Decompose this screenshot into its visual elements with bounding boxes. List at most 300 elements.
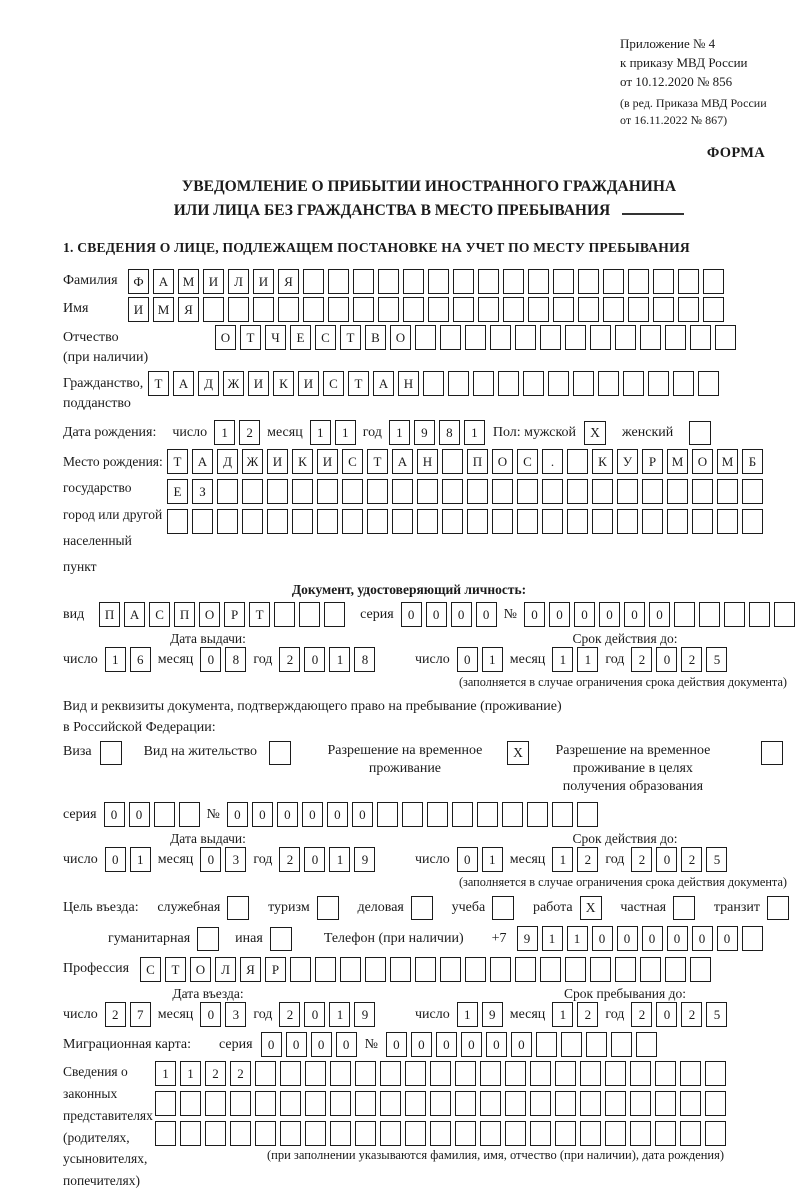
char-cell[interactable]: . [542,449,563,474]
char-cell[interactable]: 0 [549,602,570,627]
char-cell[interactable] [355,1121,376,1146]
char-cell[interactable]: 0 [599,602,620,627]
char-cell[interactable] [742,509,763,534]
char-cell[interactable]: 0 [286,1032,307,1057]
char-cell[interactable]: Н [417,449,438,474]
char-cell[interactable] [703,269,724,294]
char-cell[interactable] [528,297,549,322]
char-cell[interactable]: С [517,449,538,474]
char-cell[interactable] [428,297,449,322]
char-cell[interactable] [527,802,548,827]
char-cell[interactable] [517,509,538,534]
char-cell[interactable]: К [273,371,294,396]
char-cell[interactable] [665,957,686,982]
char-cell[interactable] [478,297,499,322]
char-cell[interactable] [324,602,345,627]
char-cell[interactable]: 9 [354,1002,375,1027]
char-cell[interactable]: 1 [552,647,573,672]
char-cell[interactable] [540,957,561,982]
char-cell[interactable]: П [99,602,120,627]
char-cell[interactable] [367,479,388,504]
purpose-tourism-checkbox[interactable] [317,896,339,920]
char-cell[interactable]: А [173,371,194,396]
char-cell[interactable]: М [178,269,199,294]
char-cell[interactable] [315,957,336,982]
char-cell[interactable] [611,1032,632,1057]
char-cell[interactable] [640,325,661,350]
char-cell[interactable] [274,602,295,627]
char-cell[interactable] [242,509,263,534]
char-cell[interactable] [392,479,413,504]
char-cell[interactable] [642,479,663,504]
char-cell[interactable] [455,1091,476,1116]
char-cell[interactable] [503,269,524,294]
char-cell[interactable] [530,1091,551,1116]
char-cell[interactable] [578,297,599,322]
char-cell[interactable] [605,1091,626,1116]
char-cell[interactable] [603,269,624,294]
char-cell[interactable]: Т [240,325,261,350]
char-cell[interactable] [280,1061,301,1086]
char-cell[interactable]: 0 [574,602,595,627]
char-cell[interactable]: 2 [631,847,652,872]
char-cell[interactable] [555,1121,576,1146]
char-cell[interactable] [242,479,263,504]
char-cell[interactable]: Р [642,449,663,474]
char-cell[interactable]: 0 [327,802,348,827]
char-cell[interactable] [292,509,313,534]
char-cell[interactable]: Ж [242,449,263,474]
char-cell[interactable]: О [692,449,713,474]
char-cell[interactable] [580,1121,601,1146]
char-cell[interactable]: 1 [214,420,235,445]
char-cell[interactable] [698,371,719,396]
char-cell[interactable]: Л [215,957,236,982]
char-cell[interactable]: 2 [105,1002,126,1027]
char-cell[interactable]: 0 [667,926,688,951]
char-cell[interactable]: 1 [335,420,356,445]
char-cell[interactable]: 5 [706,1002,727,1027]
char-cell[interactable] [642,509,663,534]
char-cell[interactable]: 5 [706,647,727,672]
char-cell[interactable]: 3 [225,847,246,872]
char-cell[interactable]: 2 [681,847,702,872]
char-cell[interactable] [417,509,438,534]
char-cell[interactable] [342,509,363,534]
char-cell[interactable]: 1 [155,1061,176,1086]
char-cell[interactable] [405,1121,426,1146]
char-cell[interactable]: 0 [352,802,373,827]
char-cell[interactable] [417,479,438,504]
char-cell[interactable]: 2 [631,1002,652,1027]
char-cell[interactable] [640,957,661,982]
char-cell[interactable] [340,957,361,982]
char-cell[interactable]: 0 [277,802,298,827]
char-cell[interactable]: 0 [461,1032,482,1057]
char-cell[interactable] [380,1091,401,1116]
char-cell[interactable] [305,1091,326,1116]
char-cell[interactable]: 0 [656,1002,677,1027]
char-cell[interactable] [255,1121,276,1146]
char-cell[interactable] [565,957,586,982]
char-cell[interactable] [440,325,461,350]
char-cell[interactable] [724,602,745,627]
char-cell[interactable] [452,802,473,827]
char-cell[interactable]: 2 [577,847,598,872]
char-cell[interactable]: Т [340,325,361,350]
char-cell[interactable] [328,297,349,322]
char-cell[interactable] [317,509,338,534]
char-cell[interactable] [667,479,688,504]
char-cell[interactable] [567,509,588,534]
char-cell[interactable] [699,602,720,627]
char-cell[interactable]: И [203,269,224,294]
char-cell[interactable]: 6 [130,647,151,672]
char-cell[interactable] [378,269,399,294]
char-cell[interactable]: 1 [180,1061,201,1086]
char-cell[interactable]: 1 [130,847,151,872]
char-cell[interactable] [567,449,588,474]
char-cell[interactable]: Ч [265,325,286,350]
char-cell[interactable]: 1 [329,847,350,872]
char-cell[interactable] [742,926,763,951]
char-cell[interactable]: 1 [389,420,410,445]
char-cell[interactable] [305,1061,326,1086]
char-cell[interactable] [155,1121,176,1146]
char-cell[interactable] [542,479,563,504]
char-cell[interactable] [267,479,288,504]
char-cell[interactable] [467,479,488,504]
char-cell[interactable] [503,297,524,322]
char-cell[interactable]: 2 [279,847,300,872]
char-cell[interactable]: Р [224,602,245,627]
char-cell[interactable]: 8 [354,647,375,672]
char-cell[interactable] [540,325,561,350]
char-cell[interactable] [628,297,649,322]
char-cell[interactable] [592,509,613,534]
char-cell[interactable]: 1 [310,420,331,445]
char-cell[interactable] [292,479,313,504]
char-cell[interactable] [154,802,175,827]
char-cell[interactable] [353,297,374,322]
char-cell[interactable]: П [467,449,488,474]
char-cell[interactable] [442,449,463,474]
char-cell[interactable]: 1 [329,1002,350,1027]
char-cell[interactable] [717,509,738,534]
char-cell[interactable] [517,479,538,504]
purpose-transit-checkbox[interactable] [767,896,789,920]
char-cell[interactable]: С [315,325,336,350]
char-cell[interactable] [402,802,423,827]
char-cell[interactable] [705,1061,726,1086]
char-cell[interactable] [577,802,598,827]
char-cell[interactable]: К [592,449,613,474]
char-cell[interactable]: 0 [617,926,638,951]
char-cell[interactable]: Т [348,371,369,396]
char-cell[interactable] [478,269,499,294]
char-cell[interactable] [465,325,486,350]
char-cell[interactable] [330,1061,351,1086]
char-cell[interactable]: У [617,449,638,474]
char-cell[interactable] [480,1091,501,1116]
char-cell[interactable] [578,269,599,294]
char-cell[interactable]: 0 [642,926,663,951]
char-cell[interactable]: 9 [517,926,538,951]
char-cell[interactable] [505,1121,526,1146]
char-cell[interactable]: А [153,269,174,294]
char-cell[interactable] [480,1121,501,1146]
char-cell[interactable] [228,297,249,322]
purpose-humanitarian-checkbox[interactable] [197,927,219,951]
sex-female-checkbox[interactable] [689,421,711,445]
char-cell[interactable] [528,269,549,294]
char-cell[interactable] [674,602,695,627]
char-cell[interactable]: 0 [304,847,325,872]
char-cell[interactable]: А [392,449,413,474]
char-cell[interactable] [548,371,569,396]
char-cell[interactable] [703,297,724,322]
char-cell[interactable] [255,1061,276,1086]
char-cell[interactable]: О [215,325,236,350]
char-cell[interactable] [155,1091,176,1116]
char-cell[interactable] [430,1091,451,1116]
char-cell[interactable] [280,1091,301,1116]
char-cell[interactable] [523,371,544,396]
char-cell[interactable]: 2 [631,647,652,672]
char-cell[interactable]: 0 [692,926,713,951]
char-cell[interactable]: 0 [451,602,472,627]
char-cell[interactable] [230,1121,251,1146]
char-cell[interactable] [590,325,611,350]
char-cell[interactable] [617,509,638,534]
char-cell[interactable] [565,325,586,350]
char-cell[interactable] [367,509,388,534]
char-cell[interactable] [180,1121,201,1146]
char-cell[interactable]: 0 [401,602,422,627]
char-cell[interactable] [303,269,324,294]
char-cell[interactable] [255,1091,276,1116]
sex-male-checkbox[interactable]: X [584,421,606,445]
char-cell[interactable]: 2 [239,420,260,445]
char-cell[interactable]: 2 [230,1061,251,1086]
char-cell[interactable] [330,1091,351,1116]
char-cell[interactable]: Т [167,449,188,474]
char-cell[interactable] [648,371,669,396]
char-cell[interactable]: Д [217,449,238,474]
char-cell[interactable]: 8 [225,647,246,672]
char-cell[interactable] [467,509,488,534]
char-cell[interactable]: 0 [261,1032,282,1057]
char-cell[interactable]: 0 [476,602,497,627]
char-cell[interactable] [590,957,611,982]
char-cell[interactable]: В [365,325,386,350]
char-cell[interactable]: Е [167,479,188,504]
char-cell[interactable] [430,1061,451,1086]
char-cell[interactable] [580,1091,601,1116]
char-cell[interactable] [623,371,644,396]
char-cell[interactable] [705,1091,726,1116]
char-cell[interactable] [542,509,563,534]
char-cell[interactable]: И [267,449,288,474]
char-cell[interactable] [665,325,686,350]
char-cell[interactable]: О [199,602,220,627]
char-cell[interactable] [317,479,338,504]
char-cell[interactable]: 1 [464,420,485,445]
char-cell[interactable] [605,1121,626,1146]
char-cell[interactable]: 0 [302,802,323,827]
char-cell[interactable] [690,325,711,350]
char-cell[interactable] [217,509,238,534]
char-cell[interactable]: 0 [129,802,150,827]
temp-residence-education-checkbox[interactable] [761,741,783,765]
char-cell[interactable] [380,1061,401,1086]
char-cell[interactable]: О [190,957,211,982]
char-cell[interactable]: 8 [439,420,460,445]
char-cell[interactable]: 2 [681,647,702,672]
char-cell[interactable] [267,509,288,534]
char-cell[interactable] [678,297,699,322]
char-cell[interactable] [480,1061,501,1086]
char-cell[interactable]: 2 [279,1002,300,1027]
char-cell[interactable]: 1 [105,647,126,672]
char-cell[interactable] [615,957,636,982]
char-cell[interactable]: Н [398,371,419,396]
char-cell[interactable] [328,269,349,294]
char-cell[interactable] [305,1121,326,1146]
char-cell[interactable] [405,1091,426,1116]
char-cell[interactable] [705,1121,726,1146]
char-cell[interactable] [299,602,320,627]
char-cell[interactable]: 0 [200,847,221,872]
char-cell[interactable]: 0 [656,647,677,672]
char-cell[interactable] [555,1061,576,1086]
char-cell[interactable] [692,479,713,504]
char-cell[interactable] [342,479,363,504]
char-cell[interactable] [749,602,770,627]
char-cell[interactable]: Я [278,269,299,294]
char-cell[interactable]: 1 [542,926,563,951]
char-cell[interactable]: 0 [336,1032,357,1057]
char-cell[interactable] [742,479,763,504]
char-cell[interactable] [603,297,624,322]
char-cell[interactable] [278,297,299,322]
char-cell[interactable]: А [124,602,145,627]
char-cell[interactable]: 0 [311,1032,332,1057]
char-cell[interactable]: М [153,297,174,322]
char-cell[interactable]: 1 [552,847,573,872]
char-cell[interactable]: 1 [482,847,503,872]
visa-checkbox[interactable] [100,741,122,765]
char-cell[interactable]: 0 [624,602,645,627]
char-cell[interactable]: 0 [524,602,545,627]
char-cell[interactable] [617,479,638,504]
char-cell[interactable]: Ф [128,269,149,294]
char-cell[interactable]: 0 [304,1002,325,1027]
char-cell[interactable]: 0 [252,802,273,827]
char-cell[interactable] [636,1032,657,1057]
char-cell[interactable] [448,371,469,396]
char-cell[interactable] [180,1091,201,1116]
char-cell[interactable]: Б [742,449,763,474]
char-cell[interactable] [380,1121,401,1146]
char-cell[interactable]: Я [178,297,199,322]
char-cell[interactable]: С [140,957,161,982]
char-cell[interactable] [192,509,213,534]
char-cell[interactable] [442,479,463,504]
char-cell[interactable] [203,297,224,322]
char-cell[interactable] [592,479,613,504]
char-cell[interactable]: Т [367,449,388,474]
char-cell[interactable] [653,297,674,322]
char-cell[interactable]: Л [228,269,249,294]
char-cell[interactable] [230,1091,251,1116]
char-cell[interactable] [355,1091,376,1116]
char-cell[interactable] [605,1061,626,1086]
char-cell[interactable] [553,269,574,294]
char-cell[interactable] [553,297,574,322]
purpose-other-checkbox[interactable] [270,927,292,951]
char-cell[interactable] [473,371,494,396]
char-cell[interactable] [586,1032,607,1057]
char-cell[interactable]: 0 [227,802,248,827]
purpose-work-checkbox[interactable]: X [580,896,602,920]
char-cell[interactable]: 1 [577,647,598,672]
char-cell[interactable]: Р [265,957,286,982]
char-cell[interactable] [498,371,519,396]
char-cell[interactable] [678,269,699,294]
char-cell[interactable] [378,297,399,322]
char-cell[interactable] [515,957,536,982]
char-cell[interactable] [303,297,324,322]
char-cell[interactable]: 0 [426,602,447,627]
char-cell[interactable] [453,297,474,322]
char-cell[interactable]: Я [240,957,261,982]
char-cell[interactable]: 0 [457,647,478,672]
char-cell[interactable] [653,269,674,294]
char-cell[interactable]: М [667,449,688,474]
char-cell[interactable]: 0 [105,847,126,872]
char-cell[interactable] [505,1091,526,1116]
char-cell[interactable]: 1 [567,926,588,951]
char-cell[interactable]: Т [165,957,186,982]
char-cell[interactable]: 0 [411,1032,432,1057]
char-cell[interactable]: И [253,269,274,294]
char-cell[interactable]: М [717,449,738,474]
char-cell[interactable] [477,802,498,827]
char-cell[interactable] [253,297,274,322]
char-cell[interactable] [715,325,736,350]
temp-residence-checkbox[interactable]: X [507,741,529,765]
char-cell[interactable]: 2 [681,1002,702,1027]
purpose-official-checkbox[interactable] [227,896,249,920]
char-cell[interactable]: 1 [457,1002,478,1027]
char-cell[interactable]: К [292,449,313,474]
char-cell[interactable]: 9 [354,847,375,872]
char-cell[interactable] [455,1061,476,1086]
char-cell[interactable]: 5 [706,847,727,872]
char-cell[interactable] [502,802,523,827]
char-cell[interactable] [492,509,513,534]
char-cell[interactable] [403,269,424,294]
purpose-private-checkbox[interactable] [673,896,695,920]
char-cell[interactable] [330,1121,351,1146]
char-cell[interactable] [673,371,694,396]
char-cell[interactable]: З [192,479,213,504]
char-cell[interactable] [530,1061,551,1086]
char-cell[interactable] [667,509,688,534]
char-cell[interactable]: 7 [130,1002,151,1027]
char-cell[interactable]: П [174,602,195,627]
